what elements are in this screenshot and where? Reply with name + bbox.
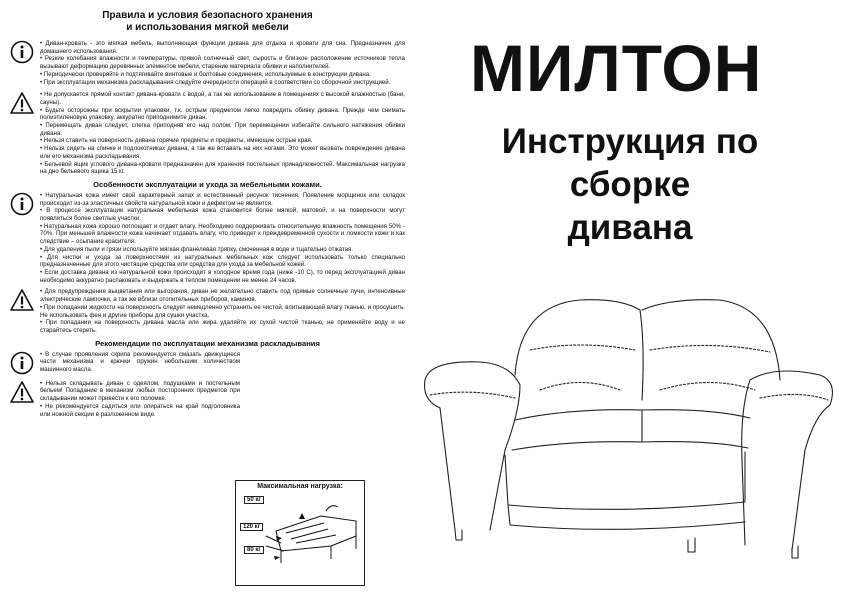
instruction-subtitle <box>470 120 790 249</box>
warn1-p3: • Перемещать диван следует, слегка приподняв его над полом. При перемещении избегайте сильного натяжения обивки дивана. <box>40 122 405 137</box>
mechanism-subhead: Рекомендации по эксплуатации механизма раскладывания <box>95 338 320 348</box>
warn1-p4: • Нельзя ставить на поверхность дивана горячие предметы и предметы, имеющие острые края. <box>40 137 313 145</box>
info-section-2 <box>10 192 405 284</box>
title-line-2: и использования мягкой мебели <box>126 22 289 33</box>
warn3-p1: • Нельзя складывать диван с одеялом, подушками и постельным бельем! Попадание в механизм любых посторонних предметов при складывании может привести к его поломке. <box>40 379 240 403</box>
max-load-title: Максимальная нагрузка: <box>257 483 343 490</box>
warn1-p1: • Не допускается прямой контакт дивана-кровати с водой, а так же использование в помещениях с высокой влажностью (бани, сауны). <box>40 91 405 106</box>
info2-p6: • Если доставка дивана из натуральной кожи происходит в холодное время года (ниже -10 С), то перед эксплуатацией диван необходимо аккуратно распаковать и выдержать в теплом помещении не менее 24 часов. <box>40 268 405 284</box>
warning-icon <box>10 288 34 312</box>
subtitle-line-1: Инструкция по <box>501 122 759 161</box>
info-section-1 <box>10 40 405 86</box>
warn2-p3: • При попадании на поверхность дивана масла или жира удаляйте их сухой чистой тканью, не применяйте воду и не старайтесь стереть. <box>40 319 405 334</box>
info-icon <box>10 40 34 64</box>
load-50: 50 кг <box>244 496 264 504</box>
brand-title: МИЛТОН <box>470 31 763 105</box>
info-section-3 <box>10 351 405 374</box>
info1-p3: • Периодически проверяйте и подтягивайте винтовые и болтовые соединения, используемые в конструкции дивана. <box>40 70 371 78</box>
warn2-p1: • Для предупреждения выцветания или выгорания, диван не желательно ставить под прямые солнечные лучи, интенсивные электрические лампочки, а так же вблизи отопительных приборов, каминов. <box>40 288 405 304</box>
warning-section-3 <box>10 380 405 419</box>
info1-p4: • При эксплуатации механизма раскладывания следуйте очередности операций в соответствии со сборочной инструкцией. <box>40 78 391 86</box>
load-80: 80 кг <box>244 546 264 554</box>
info2-p3: • Натуральная кожа хорошо поглощает и отдает влагу. Необходимо поддерживать относительную влажность помещения 50% - 70%. При меньшей влажности кожа начинает отдавать влагу, что приведет к преждевременной сухости и ломкости кожи и как следствие – осыпание красителя. <box>40 222 405 246</box>
warn2-p2: • При попадании жидкости на поверхность следует немедленно устранить ее чистой, впитывающей влагу тканью, и просушить. Не использовать фен и другие приборы для сушки участка. <box>40 303 405 319</box>
warn1-p5: • Нельзя сидеть на спинке и подлокотниках дивана, а так же вставать на них ногами. Это может вызвать повреждение дивана или его механизма раскладывания. <box>40 145 405 160</box>
warn1-p6: • Бельевой ящик углового дивана-кровати предназначен для хранения постельных принадлежностей. Максимальная нагрузка на дно бельевого ящика 15 кг. <box>40 160 405 176</box>
info2-p5: • Для чистки и ухода за поверхностями из натуральных мебельных кож следует использовать только специально предназначенные для этого чистящие средства или средства для ухода за мебельной кожей. <box>40 253 405 269</box>
max-load-box <box>235 480 365 586</box>
rules-title <box>10 10 405 34</box>
warning-icon <box>10 380 34 404</box>
warn1-p2: • Будьте осторожны при вскрытии упаковки, т.к. острым предметом легко повредить обивку дивана. Прежде чем снимать полиэтиленовую упаковку, аккуратно приподнимите диван. <box>40 106 405 122</box>
title-line-1: Правила и условия безопасного хранения <box>102 10 313 21</box>
cover-column <box>420 0 841 595</box>
warning-section-2 <box>10 288 405 334</box>
subtitle-line-2: сборке <box>569 165 691 204</box>
info1-p1: • Диван-кровать - это мягкая мебель, выполняющая функции дивана для отдыха и кровати для сна. Предназначен для домашнего использования. <box>40 40 405 55</box>
leather-subhead: Особенности эксплуатации и ухода за мебельными кожами. <box>93 179 322 189</box>
subtitle-line-3: дивана <box>567 208 693 247</box>
warn3-p2: • Не рекомендуется садиться или опираться на край подголовника или ножной секции в разложенном виде. <box>40 402 240 418</box>
mechanism-diagram-icon <box>236 491 364 581</box>
warning-section-1 <box>10 91 405 176</box>
info2-p1: • Натуральная кожа имеет свой характерный запах и естественный рисунок тиснения. Появление морщинок или складок происходит из-за эластичных свойств натуральной кожи и дефектом не является. <box>40 191 405 207</box>
info2-p4: • Для удаления пыли и грязи используйте мягкая фланелевая тряпку, смоченная в воде и тщательно отжатая. <box>40 245 353 253</box>
warning-icon <box>10 91 34 115</box>
info1-p2: • Резкие колебания влажности и температуры, прямой солнечный свет, сырость и близкое расположение источников тепла вызывают деформацию деревянных элементов мебели, старение материала обивки и наполнителей. <box>40 55 405 71</box>
info3-p1: • В случае проявления скрипа рекомендуется смазать движущиеся части механизма и крючки пружин небольшим количеством машинного масла. <box>40 350 240 374</box>
info2-p2: • В процессе эксплуатации натуральная мебельная кожа становится более мягкой, матовой, и на поверхности могут появляться более светлые участки. <box>40 207 405 223</box>
info-icon <box>10 192 34 216</box>
load-120: 120 кг <box>240 523 263 531</box>
sofa-illustration <box>420 290 841 590</box>
info-icon <box>10 351 34 375</box>
